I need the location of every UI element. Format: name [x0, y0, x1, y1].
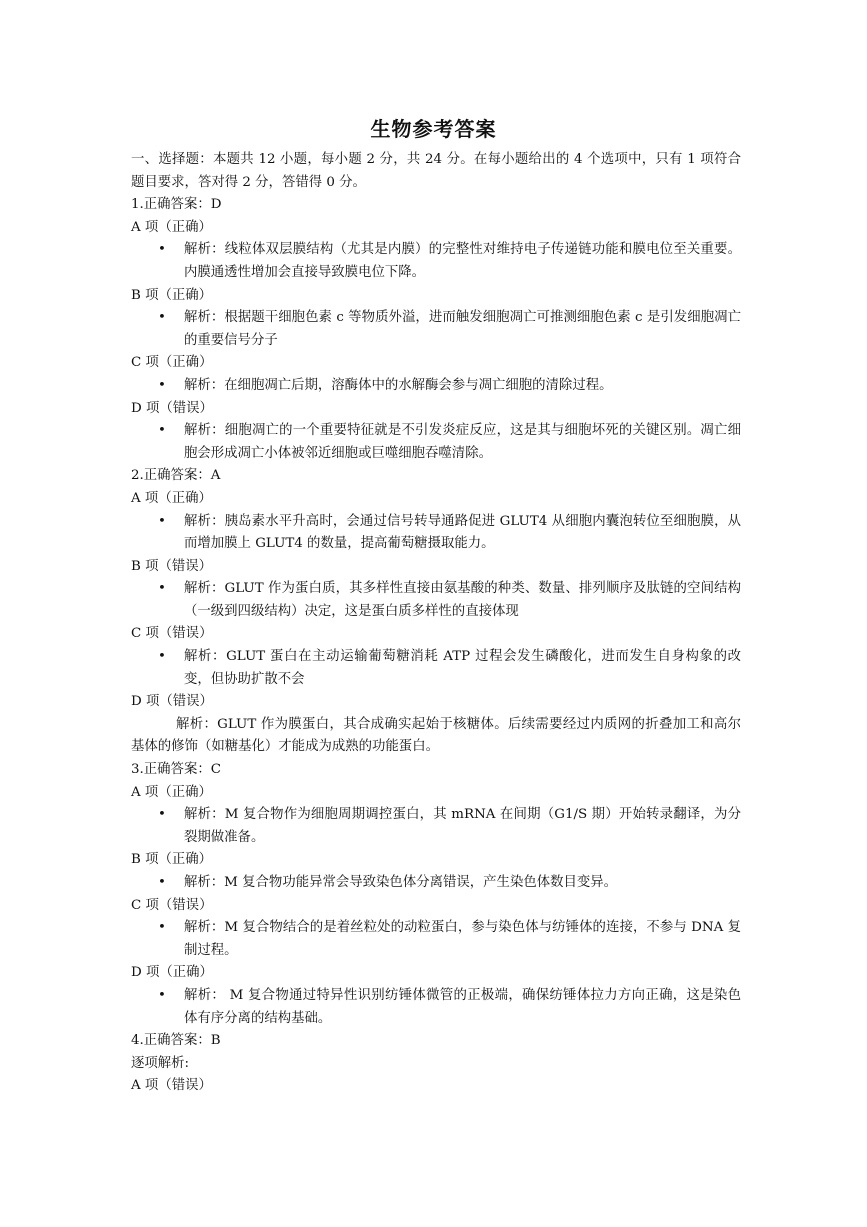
analysis-text: 解析：M 复合物功能异常会导致染色体分离错误，产生染色体数目变异。 [184, 875, 618, 890]
option-label: B 项（正确） [131, 287, 213, 303]
document-title: 生物参考答案 [370, 117, 497, 141]
analysis-item [131, 985, 741, 1030]
analysis-text: 解析：胰岛素水平升高时，会通过信号转导通路促进 GLUT4 从细胞内囊泡转位至细胞膜，从而增加膜上 GLUT4 的数量，提高葡萄糖摄取能力。 [184, 513, 741, 552]
answer-line: 2.正确答案：A [131, 468, 221, 484]
bullet-icon: • [158, 513, 166, 529]
bullet-icon: • [158, 987, 166, 1003]
option-label: A 项（正确） [131, 490, 212, 506]
analysis-item [131, 307, 741, 352]
analysis-text: 解析： M 复合物通过特异性识别纺锤体微管的正极端，确保纺锤体拉力方向正确，这是染色体有序分离的结构基础。 [184, 987, 741, 1026]
bullet-icon: • [158, 875, 166, 890]
analysis-text: 解析：GLUT 作为蛋白质，其多样性直接由氨基酸的种类、数量、排列顺序及肽链的空间结构（一级到四级结构）决定，这是蛋白质多样性的直接体现 [184, 581, 741, 619]
bullet-icon: • [158, 242, 166, 258]
option-label: C 项（错误） [131, 897, 213, 913]
analysis-text: 解析：根据题干细胞色素 c 等物质外溢，进而触发细胞凋亡可推测细胞色素 c 是引发细胞凋亡的重要信号分子 [184, 310, 741, 348]
analysis-item [131, 917, 741, 962]
sub-heading: 逐项解析: [131, 1055, 190, 1071]
analysis-item [131, 872, 741, 895]
option-label: A 项（错误） [131, 1078, 212, 1094]
section-intro: 一、选择题：本题共 12 小题，每小题 2 分，共 24 分。在每小题给出的 4 个选项中，只有 1 项符合题目要求，答对得 2 分，答错得 0 分。 [131, 152, 741, 190]
answer-line: 3.正确答案：C [131, 762, 221, 778]
bullet-icon: • [158, 807, 166, 823]
analysis-item [131, 578, 741, 623]
bullet-icon: • [158, 423, 166, 439]
analysis-paragraph: 解析：GLUT 作为膜蛋白，其合成确实起始于核糖体。后续需要经过内质网的折叠加工和高尔基体的修饰（如糖基化）才能成为成熟的功能蛋白。 [131, 716, 741, 755]
analysis-item [131, 420, 741, 465]
bullet-icon: • [158, 649, 166, 665]
option-label: A 项（正确） [131, 784, 212, 800]
analysis-text: 解析：细胞凋亡的一个重要特征就是不引发炎症反应，这是其与细胞坏死的关键区别。凋亡细胞会形成凋亡小体被邻近细胞或巨噬细胞吞噬清除。 [184, 423, 741, 461]
analysis-text: 解析：线粒体双层膜结构（尤其是内膜）的完整性对维持电子传递链功能和膜电位至关重要。内膜通透性增加会直接导致膜电位下降。 [184, 242, 741, 280]
bullet-icon: • [158, 920, 166, 936]
analysis-item [131, 511, 741, 556]
bullet-icon: • [158, 310, 166, 326]
analysis-item [131, 804, 741, 849]
analysis-text: 解析：M 复合物作为细胞周期调控蛋白，其 mRNA 在间期（G1/S 期）开始转录翻译，为分裂期做准备。 [184, 807, 741, 845]
option-label: A 项（正确） [131, 219, 212, 235]
bullet-icon: • [158, 581, 166, 597]
bullet-icon: • [158, 377, 166, 393]
option-label: B 项（正确） [131, 852, 213, 868]
analysis-item [131, 375, 741, 398]
answer-line: 4.正确答案：B [131, 1033, 221, 1049]
analysis-text: 解析：在细胞凋亡后期，溶酶体中的水解酶会参与凋亡细胞的清除过程。 [184, 377, 613, 393]
analysis-item [131, 239, 741, 284]
option-label: C 项（正确） [131, 355, 213, 371]
analysis-text: 解析：M 复合物结合的是着丝粒处的动粒蛋白，参与染色体与纺锤体的连接，不参与 DNA 复制过程。 [184, 920, 741, 958]
answer-line: 1.正确答案：D [131, 197, 222, 213]
analysis-item [131, 646, 741, 691]
option-label: D 项（正确） [131, 965, 213, 981]
option-label: D 项（错误） [131, 400, 213, 416]
option-label: D 项（错误） [131, 694, 213, 710]
option-label: B 项（错误） [131, 558, 213, 574]
document-body [131, 149, 741, 1098]
option-label: C 项（错误） [131, 626, 213, 642]
analysis-text: 解析：GLUT 蛋白在主动运输葡萄糖消耗 ATP 过程会发生磷酸化，进而发生自身构象的改变，但协助扩散不会 [184, 649, 741, 687]
